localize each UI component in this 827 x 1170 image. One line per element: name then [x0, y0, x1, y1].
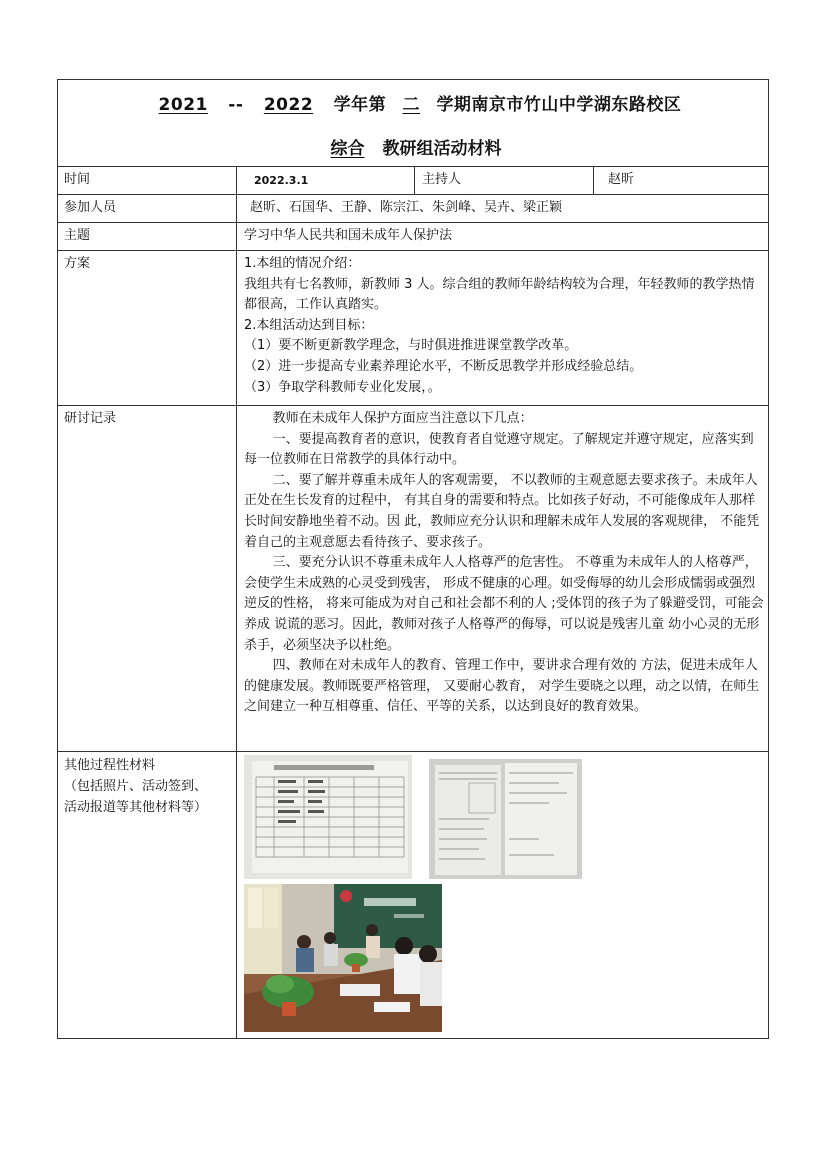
rule [58, 751, 768, 752]
plan-content [244, 254, 766, 398]
column-divider [236, 166, 237, 1039]
record-paragraph: 教师在未成年人保护方面应当注意以下几点： [272, 411, 533, 426]
plan-label: 方案 [64, 256, 91, 271]
other-materials-label [64, 755, 207, 818]
document-title-line1 [58, 90, 768, 120]
title-sep: -- [228, 95, 244, 115]
plan-line: 2.本组活动达到目标： [244, 317, 374, 333]
meeting-room-photo [244, 884, 442, 1032]
plan-document-photo [429, 759, 582, 879]
signin-sheet-image [244, 755, 412, 879]
title-term: 二 [402, 95, 421, 115]
rule [58, 194, 768, 195]
column-divider [593, 166, 594, 194]
record-paragraph: 三、要充分认识不尊重未成年人人格尊严的危害性。 不尊重为未成年人的人格尊严， 会使学生未成熟的心灵受到残害， 形成不健康的心理。如受侮辱的幼儿会形成懦弱或强烈逆反的性格， 将来可能成为对自己和社会都不利的人 ;受体罚的孩子为了躲避受罚，可能会养成 说谎的恶习。因此，教师对孩子人格尊严的侮辱，可以说是残害儿童 幼小心灵的无形杀手，必须坚决予以杜绝。 [244, 555, 764, 653]
activity-record-table [57, 79, 769, 1039]
title-group: 综合 [330, 139, 365, 159]
other-label-line: 其他过程性材料 [64, 758, 156, 773]
record-paragraph: 一、要提高教育者的意识，使教育者自觉遵守规定。了解规定并遵守规定，应落实到每一位教师在日常教学的具体行动中。 [244, 431, 754, 468]
topic-label: 主题 [64, 228, 91, 243]
participants-value: 赵昕、石国华、王静、陈宗江、朱剑峰、吴卉、梁正颖 [250, 200, 563, 215]
plan-line: 我组共有七名教师，新教师 3 人。综合组的教师年龄结构较为合理，年轻教师的教学热情都很高，工作认真踏实。 [244, 276, 755, 313]
record-content [244, 409, 766, 718]
record-label: 研讨记录 [64, 411, 117, 426]
host-label: 主持人 [422, 172, 462, 187]
record-paragraph: 四、教师在对未成年人的教育、管理工作中，要讲求合理有效的 方法，促进未成年人的健康发展。教师既要严格管理， 又要耐心教育， 对学生要晓之以理，动之以情，在师生之间建立一种互相尊重、信任、平等的关系，以达到良好的教育效果。 [244, 658, 760, 715]
title-year-start: 2021 [158, 95, 208, 115]
rule [58, 166, 768, 167]
host-value: 赵昕 [608, 172, 635, 187]
title-mid2: 学期南京市竹山中学湖东路校区 [436, 95, 682, 115]
plan-line: 1.本组的情况介绍： [244, 256, 361, 271]
record-paragraph: 二、要了解并尊重未成年人的客观需要， 不以教师的主观意愿去要求孩子。未成年人正处在生长发育的过程中， 有其自身的需要和特点。比如孩子好动，不可能像成年人那样长时间安静地坐着不动。因 此，教师应充分认识和理解未成年人发展的客观规律， 不能凭着自己的主观意愿去看待孩子、要求孩子。 [244, 472, 760, 550]
document-title-line2 [58, 134, 768, 164]
meeting-room-image [244, 884, 442, 1032]
plan-line: （1）要不断更新教学理念，与时俱进推进课堂教学改革。 [244, 338, 578, 354]
other-label-line: （包括照片、活动签到、 [64, 779, 208, 794]
plan-line: （2）进一步提高专业素养理论水平，不断反思教学并形成经验总结。 [244, 358, 643, 374]
title-suffix: 教研组活动材料 [382, 139, 502, 159]
rule [58, 250, 768, 251]
signin-sheet-photo [244, 755, 412, 879]
rule [58, 405, 768, 406]
other-label-line: 活动报道等其他材料等） [64, 800, 208, 815]
time-value: 2022.3.1 [254, 174, 309, 187]
plan-line: （3）争取学科教师专业化发展，。 [244, 379, 441, 395]
column-divider [414, 166, 415, 194]
title-year-end: 2022 [263, 95, 314, 115]
title-mid1: 学年第 [333, 95, 387, 115]
rule [58, 222, 768, 223]
plan-document-image [429, 759, 582, 879]
participants-label: 参加人员 [64, 200, 117, 215]
topic-value: 学习中华人民共和国未成年人保护法 [244, 228, 453, 243]
time-label: 时间 [64, 172, 91, 187]
